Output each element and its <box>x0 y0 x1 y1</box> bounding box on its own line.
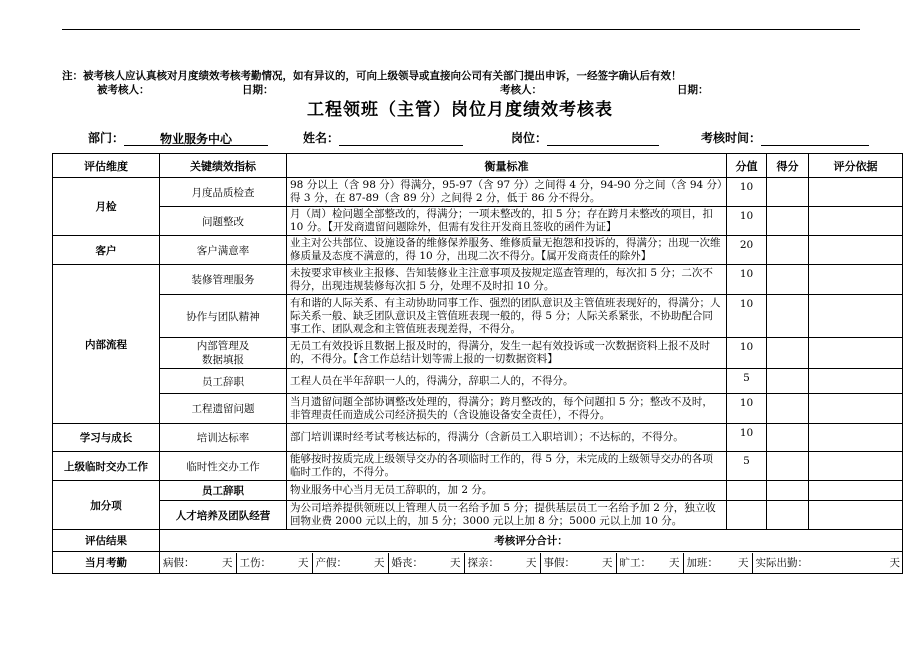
points-cell: 5 <box>727 369 767 394</box>
table-row <box>53 338 903 369</box>
standard-cell: 工程人员在半年辞职一人的，得满分，辞职二人的，不得分。 <box>287 369 727 394</box>
points-cell: 10 <box>727 338 767 369</box>
position-value[interactable] <box>547 132 659 146</box>
notice-text: 注：被考核人应认真核对月度绩效考核考勤情况，如有异议的，可向上级领导或直接向公司有关部门提出申诉，一经签字确认后有效！ <box>62 70 682 82</box>
standard-cell: 部门培训课时经考试考核达标的，得满分（含新员工入职培训）；不达标的，不得分。 <box>287 424 727 452</box>
name-value[interactable] <box>339 132 463 146</box>
date-label-1: 日期： <box>242 84 274 96</box>
standard-cell: 当月遗留问题全部协调整改处理的，得满分；跨月整改的，每个问题扣 5 分；整改不及时，非管理责任而造成公司经济损失的（含设施设备安全责任），不得分。 <box>287 394 727 424</box>
basis-cell[interactable] <box>809 178 903 207</box>
score-cell[interactable] <box>767 369 809 394</box>
basis-cell[interactable] <box>809 481 903 501</box>
points-cell <box>727 501 767 530</box>
basis-cell[interactable] <box>809 338 903 369</box>
assessor-label: 考核人： <box>500 84 542 96</box>
basis-cell[interactable] <box>809 452 903 481</box>
score-cell[interactable] <box>767 265 809 295</box>
attendance-injury[interactable]: 工伤： 天 <box>236 553 312 573</box>
attendance-marriage-funeral[interactable]: 婚丧： 天 <box>388 553 464 573</box>
table-row <box>53 369 903 394</box>
standard-cell: 无员工有效投诉且数据上报及时的，得满分，发生一起有效投诉或一次数据资料上报不及时的，不得分。【含工作总结计划等需上报的一切数据资料】 <box>287 338 727 369</box>
basis-cell[interactable] <box>809 236 903 265</box>
dimension-cell: 加分项 <box>53 481 160 530</box>
attendance-overtime[interactable]: 加班： 天 <box>683 553 752 573</box>
basis-cell[interactable] <box>809 424 903 452</box>
points-cell: 10 <box>727 178 767 207</box>
score-cell[interactable] <box>767 394 809 424</box>
attendance-maternity[interactable]: 产假： 天 <box>312 553 388 573</box>
basis-cell[interactable] <box>809 369 903 394</box>
table-row <box>53 481 903 501</box>
standard-cell: 月（周）检问题全部整改的，得满分；一项未整改的，扣 5 分；存在跨月未整改的项目，扣 10 分。【开发商遗留问题除外，但需有发往开发商且签收的函件为证】 <box>287 207 727 236</box>
dimension-cell: 月检 <box>53 178 160 236</box>
standard-cell: 为公司培养提供领班以上管理人员一名给予加 5 分；提供基层员工一名给予加 2 分，独立收回物业费 2000 元以上的，加 5 分；3000 元以上加 8 分；5000 元以上加 10 分。 <box>287 501 727 530</box>
kpi-cell: 月度品质检查 <box>160 178 287 207</box>
name-field <box>303 129 463 146</box>
dimension-cell: 上级临时交办工作 <box>53 452 160 481</box>
points-cell: 10 <box>727 424 767 452</box>
score-cell[interactable] <box>767 424 809 452</box>
attendance-absent[interactable]: 旷工： 天 <box>616 553 683 573</box>
attendance-items <box>160 553 903 573</box>
standard-cell: 物业服务中心当月无员工辞职的，加 2 分。 <box>287 481 727 501</box>
score-cell[interactable] <box>767 452 809 481</box>
dept-value[interactable]: 物业服务中心 <box>124 132 268 146</box>
result-label: 评估结果 <box>53 530 160 552</box>
table-header-row <box>53 154 903 178</box>
points-cell: 10 <box>727 295 767 338</box>
attendance-cell <box>160 552 903 574</box>
points-cell: 10 <box>727 394 767 424</box>
table-row <box>53 178 903 207</box>
kpi-cell: 人才培养及团队经营 <box>160 501 287 530</box>
table-row <box>53 501 903 530</box>
header-score: 得分 <box>767 154 809 178</box>
table-row <box>53 424 903 452</box>
basis-cell[interactable] <box>809 295 903 338</box>
basis-cell[interactable] <box>809 394 903 424</box>
score-cell[interactable] <box>767 481 809 501</box>
points-cell <box>727 481 767 501</box>
dept-field <box>88 129 268 146</box>
time-field <box>701 129 869 146</box>
score-cell[interactable] <box>767 501 809 530</box>
page-title: 工程领班（主管）岗位月度绩效考核表 <box>307 100 613 120</box>
position-label: 岗位： <box>511 131 548 145</box>
score-cell[interactable] <box>767 295 809 338</box>
attendance-family-visit[interactable]: 探亲： 天 <box>464 553 540 573</box>
basis-cell[interactable] <box>809 207 903 236</box>
table-row <box>53 394 903 424</box>
time-label: 考核时间： <box>701 131 762 145</box>
attendance-sick[interactable]: 病假： 天 <box>160 553 236 573</box>
kpi-cell: 员工辞职 <box>160 369 287 394</box>
attendance-row <box>53 552 903 574</box>
kpi-cell: 协作与团队精神 <box>160 295 287 338</box>
top-rule <box>62 29 860 30</box>
score-cell[interactable] <box>767 338 809 369</box>
attendance-actual[interactable]: 实际出勤： 天 <box>755 557 900 569</box>
kpi-cell: 工程遗留问题 <box>160 394 287 424</box>
name-label: 姓名： <box>303 131 340 145</box>
standard-cell: 业主对公共部位、设施设备的维修保养服务、维修质量无抱怨和投诉的，得满分；出现一次维修质量及态度不满意的，得 10 分，出现二次不得分。【属开发商责任的除外】 <box>287 236 727 265</box>
kpi-cell: 员工辞职 <box>160 481 287 501</box>
score-cell[interactable] <box>767 207 809 236</box>
table-row <box>53 295 903 338</box>
dimension-cell: 学习与成长 <box>53 424 160 452</box>
total-score-cell[interactable] <box>160 530 903 552</box>
header-basis: 评分依据 <box>809 154 903 178</box>
points-cell: 10 <box>727 207 767 236</box>
score-cell[interactable] <box>767 236 809 265</box>
table-row <box>53 265 903 295</box>
header-kpi: 关键绩效指标 <box>160 154 287 178</box>
time-value[interactable] <box>761 132 869 146</box>
points-cell: 20 <box>727 236 767 265</box>
date-label-2: 日期： <box>677 84 709 96</box>
result-row <box>53 530 903 552</box>
dept-label: 部门： <box>88 131 125 145</box>
kpi-cell: 装修管理服务 <box>160 265 287 295</box>
dimension-cell: 内部流程 <box>53 265 160 424</box>
standard-cell: 98 分以上（含 98 分）得满分，95-97（含 97 分）之间得 4 分，94-90 分之间（含 94 分）得 3 分，在 87-89（含 89 分）之间得 2 分，低于 86 分不得分。 <box>287 178 727 207</box>
header-dimension: 评估维度 <box>53 154 160 178</box>
table-row <box>53 207 903 236</box>
standard-cell: 有和谐的人际关系、有主动协助同事工作、强烈的团队意识及主管值班表现好的，得满分；人际关系一般、缺乏团队意识及主管值班表现一般的，得 5 分；人际关系紧张，不协助配合同事工作、团队观念和主管值班表现差得，不得分。 <box>287 295 727 338</box>
assessment-table <box>52 153 903 574</box>
assessee-label: 被考核人： <box>97 84 150 96</box>
basis-cell[interactable] <box>809 501 903 530</box>
kpi-cell: 培训达标率 <box>160 424 287 452</box>
score-cell[interactable] <box>767 178 809 207</box>
attendance-table <box>160 553 903 573</box>
header-points: 分值 <box>727 154 767 178</box>
kpi-cell: 问题整改 <box>160 207 287 236</box>
dimension-cell: 客户 <box>53 236 160 265</box>
kpi-cell: 客户满意率 <box>160 236 287 265</box>
standard-cell: 能够按时按质完成上级领导交办的各项临时工作的，得 5 分，未完成的上级领导交办的各项临时工作的，不得分。 <box>287 452 727 481</box>
attendance-label: 当月考勤 <box>53 552 160 574</box>
attendance-personal[interactable]: 事假： 天 <box>540 553 616 573</box>
standard-cell: 未按要求审核业主报修、告知装修业主注意事项及按规定巡查管理的，每次扣 5 分；二次不得分，出现违规装修每次扣 5 分，处理不及时扣 10 分。 <box>287 265 727 295</box>
kpi-cell: 内部管理及 数据填报 <box>160 338 287 369</box>
position-field <box>511 129 659 146</box>
table-row <box>53 452 903 481</box>
total-score-label: 考核评分合计： <box>494 535 568 547</box>
kpi-cell: 临时性交办工作 <box>160 452 287 481</box>
basis-cell[interactable] <box>809 265 903 295</box>
points-cell: 5 <box>727 452 767 481</box>
header-standard: 衡量标准 <box>287 154 727 178</box>
points-cell: 10 <box>727 265 767 295</box>
table-row <box>53 236 903 265</box>
